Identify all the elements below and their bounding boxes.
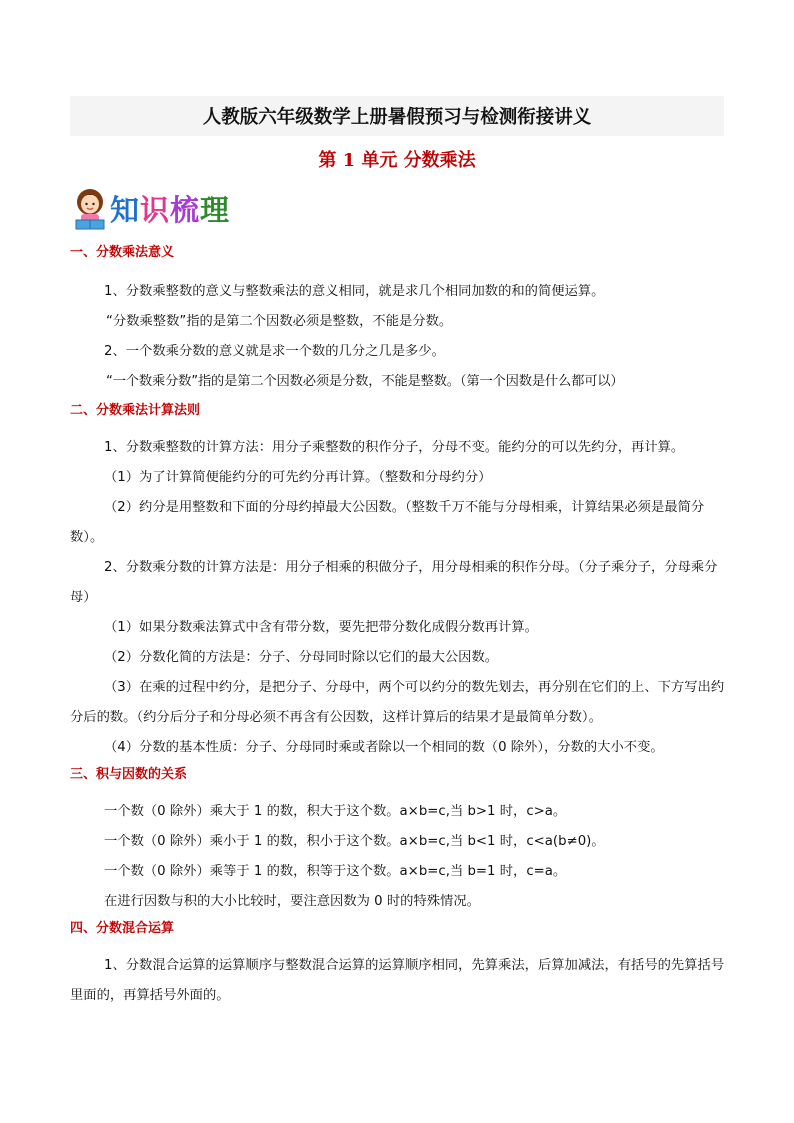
section-heading: 二、分数乘法计算法则 (70, 403, 201, 418)
document-title: 人教版六年级数学上册暑假预习与检测衔接讲义 (202, 107, 592, 128)
paragraph: 1、分数混合运算的运算顺序与整数混合运算的运算顺序相同，先算乘法，后算加减法，有括号的先算括号里面的，再算括号外面的。 (70, 958, 725, 1003)
girl-reading-icon (70, 186, 110, 232)
paragraph: 一个数（0 除外）乘小于 1 的数，积小于这个数。a×b=c,当 b<1 时，c<a(b≠0)。 (104, 834, 605, 849)
knowledge-banner (70, 186, 290, 232)
section-heading: 三、积与因数的关系 (70, 767, 188, 782)
paragraph: “一个数乘分数”指的是第二个因数必须是分数，不能是整数。（第一个因数是什么都可以） (106, 374, 624, 389)
banner-char: 识 (140, 193, 171, 227)
paragraph: 1、分数乘整数的意义与整数乘法的意义相同，就是求几个相同加数的和的简便运算。 (104, 284, 605, 299)
paragraph: （2）分数化简的方法是：分子、分母同时除以它们的最大公因数。 (104, 650, 499, 665)
paragraph: “分数乘整数”指的是第二个因数必须是整数，不能是分数。 (106, 314, 453, 329)
section-heading: 一、分数乘法意义 (70, 245, 175, 260)
paragraph: 2、一个数乘分数的意义就是求一个数的几分之几是多少。 (104, 344, 445, 359)
paragraph: 一个数（0 除外）乘等于 1 的数，积等于这个数。a×b=c,当 b=1 时，c=a。 (104, 864, 567, 879)
unit-title: 第 1 单元 分数乘法 (318, 150, 476, 171)
paragraph: （4）分数的基本性质：分子、分母同时乘或者除以一个相同的数（0 除外），分数的大小不变。 (104, 740, 664, 755)
banner-char: 梳 (170, 193, 201, 227)
banner-title (110, 188, 230, 229)
paragraph: 2、分数乘分数的计算方法是：用分子相乘的积做分子，用分母相乘的积作分母。（分子乘分子，分母乘分母） (70, 560, 718, 605)
paragraph: 一个数（0 除外）乘大于 1 的数，积大于这个数。a×b=c,当 b>1 时，c>a。 (104, 804, 567, 819)
paragraph: 在进行因数与积的大小比较时，要注意因数为 0 时的特殊情况。 (104, 894, 480, 909)
document-body (70, 245, 726, 1011)
paragraph: （1）如果分数乘法算式中含有带分数，要先把带分数化成假分数再计算。 (104, 620, 538, 635)
paragraph: 1、分数乘整数的计算方法：用分子乘整数的积作分子，分母不变。能约分的可以先约分，再计算。 (104, 440, 685, 455)
paragraph: （1）为了计算简便能约分的可先约分再计算。（整数和分母约分） (104, 470, 492, 485)
section-heading: 四、分数混合运算 (70, 921, 175, 936)
paragraph: （2）约分是用整数和下面的分母约掉最大公因数。（整数千万不能与分母相乘，计算结果必须是最简分数）。 (70, 500, 705, 545)
banner-char: 知 (110, 193, 141, 227)
paragraph: （3）在乘的过程中约分，是把分子、分母中，两个可以约分的数先划去，再分别在它们的上、下方写出约分后的数。（约分后分子和分母必须不再含有公因数，这样计算后的结果才是最简单分数）。 (70, 680, 725, 725)
banner-char: 理 (200, 193, 231, 227)
